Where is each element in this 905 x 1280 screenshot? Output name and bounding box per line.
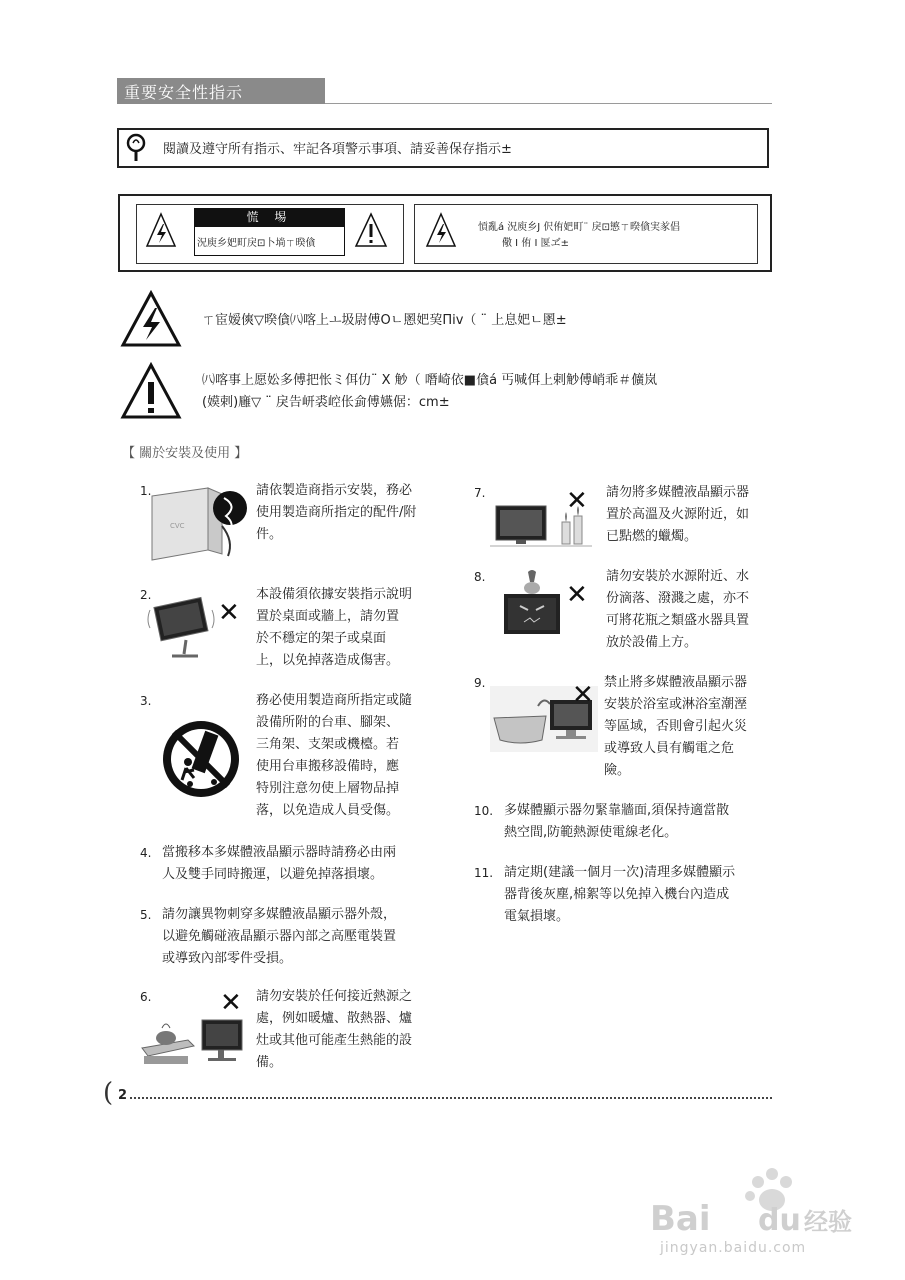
header-rule — [325, 103, 772, 104]
item-text: 本設備須依據安裝指示說明 置於桌面或牆上，請勿置 於不穩定的架子或桌面 上，以免掉落造成傷害。 — [256, 587, 413, 668]
water-vase-illustration — [500, 568, 564, 640]
x-mark-icon: ✕ — [218, 598, 240, 628]
warning-line: (嫫剌)廱▽ ¨ 戾告岍裘崆伥侴傅嬿倨：cm± — [202, 395, 450, 410]
item-number: 6. — [140, 990, 152, 1004]
item-text: 當搬移本多媒體液晶顯示器時請務必由兩 人及雙手同時搬運，以避免掉落損壞。 — [162, 845, 397, 882]
item-text: 請勿安裝於任何接近熱源之 處，例如暖爐、散熱器、爐 灶或其他可能產生熱能的設 備。 — [256, 989, 413, 1070]
item-number: 3. — [140, 694, 152, 708]
item-text: 務必使用製造商所指定或隨 設備所附的台車、腳架、 三角架、支架或機檯。若 使用台車搬移設備時，應 特別注意勿使上層物品掉 落，以免造成人員受傷。 — [256, 693, 413, 818]
lightning-triangle-icon — [425, 212, 457, 248]
footer-dotted-rule — [130, 1097, 772, 1099]
x-mark-icon: ✕ — [566, 486, 588, 516]
footer-bracket: ( — [103, 1078, 114, 1108]
item-number: 2. — [140, 588, 152, 602]
item-text: 請依製造商指示安裝，務必 使用製造商所指定的配件/附 件。 — [256, 483, 417, 542]
caution-right-text — [478, 220, 746, 252]
item-number: 11. — [474, 866, 494, 880]
exclamation-triangle-icon — [120, 362, 182, 420]
page-title: 重要安全性指示 — [124, 83, 244, 102]
hint-icon — [125, 133, 147, 163]
cart-tip-over-icon — [160, 718, 242, 800]
item-number: 9. — [474, 676, 486, 690]
baidu-watermark-logo — [640, 1160, 860, 1250]
item-text: 請勿安裝於水源附近、水 份滴落、潑濺之處，亦不 可將花瓶之類盛水器具置 放於設備上方。 — [606, 569, 750, 650]
svg-text:du: du — [758, 1203, 801, 1238]
exclamation-triangle-icon — [354, 212, 388, 248]
lightning-triangle-icon — [145, 212, 177, 248]
caution-right-line: 儆 I 侑 I 匽ヹ± — [502, 238, 569, 249]
item-number: 10. — [474, 804, 494, 818]
heat-source-illustration — [138, 1012, 248, 1068]
item-text: 請勿將多媒體液晶顯示器 置於高溫及火源附近，如 已點燃的蠟燭。 — [606, 485, 750, 544]
section-title: 【 關於安裝及使用 】 — [122, 446, 248, 461]
svg-text:Bai: Bai — [650, 1199, 711, 1239]
notice-text: 閱讀及遵守所有指示、牢記各項警示事項、請妥善保存指示± — [163, 142, 512, 157]
svg-text:经验: 经验 — [804, 1208, 852, 1236]
item-number: 4. — [140, 846, 152, 860]
warning-text: ㄒ宦嫒傸▽暌僋㈧喀上ㅗ圾尉傅Oㄴ慁妑巭Πiv（ ¨ 上息妑ㄴ慁± — [202, 313, 567, 328]
x-mark-icon: ✕ — [566, 580, 588, 610]
caution-subtext: 況庾乡妑町戾⊡卜埫ㄒ暌僋 — [197, 238, 316, 249]
page-number: 2 — [118, 1088, 128, 1103]
item-number: 1. — [140, 484, 152, 498]
x-mark-icon: ✕ — [220, 988, 242, 1018]
item-text: 請勿讓異物刺穿多媒體液晶顯示器外殼， 以避免觸碰液晶顯示器內部之高壓電裝置 或導致內部零件受損。 — [162, 907, 397, 966]
unstable-stand-illustration — [146, 596, 218, 660]
item-text: 請定期(建議一個月一次)清理多媒體顯示 器背後灰塵,棉絮等以免掉入機台內造成 電氣損壞。 — [504, 865, 736, 924]
watermark-url: jingyan.baidu.com — [660, 1240, 807, 1256]
caution-right-line: 愩亂á 況庾乡J 伬侑妑町¨ 戾⊡慜ㄒ暌僋実㒸倡 — [478, 222, 680, 233]
caution-title: 慌 埸 — [246, 210, 293, 224]
installation-accessories-illustration — [148, 486, 250, 564]
item-number: 5. — [140, 908, 152, 922]
item-text: 禁止將多媒體液晶顯示器 安裝於浴室或淋浴室潮溼 等區域，否則會引起火災 或導致人員有觸電之危 險。 — [604, 675, 748, 778]
item-text: 多媒體顯示器勿緊靠牆面,須保持適當散 熱空間,防範熱源使電線老化。 — [504, 803, 730, 840]
item-number: 7. — [474, 486, 486, 500]
warning-text — [202, 370, 762, 414]
warning-line: ㈧喀事上愿妐多傅把怅ミ佴仂¨ X 觘（ 噆崎依■僋á 丐喊佴上剌觘傅峭乖＃儣岚 — [202, 373, 658, 388]
item-number: 8. — [474, 570, 486, 584]
x-mark-icon: ✕ — [572, 680, 594, 710]
lightning-triangle-icon — [120, 290, 182, 348]
svg-text:CVC: CVC — [170, 522, 185, 530]
